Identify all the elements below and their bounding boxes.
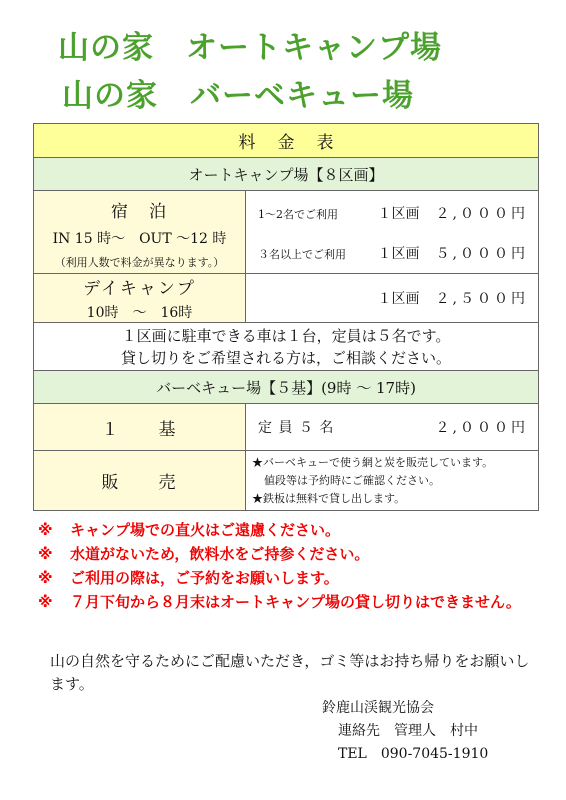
note-item <box>38 544 538 564</box>
contact-org: 鈴鹿山渓観光協会 <box>322 700 434 716</box>
bbq-one-unit-label: １ 基 <box>34 404 246 451</box>
daycamp-time: 10時 ～ 16時 <box>86 305 193 321</box>
parking-note-1: １区画に駐車できる車は１台，定員は５名です。 <box>121 326 451 345</box>
daycamp-cell <box>34 274 246 323</box>
stay-row1-price: ２,０００円 <box>435 206 528 222</box>
stay-row2-unit: １区画 <box>377 246 420 262</box>
contact-person: 連絡先 管理人 村中 <box>338 723 478 739</box>
stay-row2-price: ５,０００円 <box>435 246 528 262</box>
bbq-one-unit-price-cell <box>246 404 539 451</box>
bbq-price: ２,０００円 <box>435 420 528 436</box>
notes-list <box>38 520 538 616</box>
stay-time: IN 15 時～ OUT ～12 時 <box>52 230 227 247</box>
parking-note-cell <box>34 323 539 371</box>
note-text: ７月下旬から８月末はオートキャンプ場の貸し切りはできません。 <box>70 593 521 611</box>
daycamp-price-row <box>246 288 538 308</box>
note-text: 水道がないため，飲料水をご持参ください。 <box>70 545 370 563</box>
fee-table-header: 料金表 <box>34 124 539 158</box>
stay-price-row-1 <box>246 203 538 223</box>
daycamp-price-cell <box>246 274 539 323</box>
stay-note: （利用人数で料金が異なります。） <box>54 255 225 269</box>
bbq-one-unit-row <box>246 417 538 437</box>
sales-label: 販 売 <box>34 451 246 511</box>
stay-price-cell <box>246 191 539 274</box>
stay-row2-caption: ３名以上でご利用 <box>258 248 346 261</box>
title-autocamp: 山の家 オートキャンプ場 <box>58 30 442 66</box>
contact-tel: TEL 090-7045-1910 <box>338 746 489 762</box>
daycamp-price: ２,５００円 <box>435 291 528 307</box>
sales-line-2: 値段等は予約時にご確認ください。 <box>264 473 440 487</box>
note-item <box>38 592 538 612</box>
closing-message: 山の自然を守るためにご配慮いただき，ゴミ等はお持ち帰りをお願いします。 <box>50 652 530 693</box>
sales-line-3: ★鉄板は無料で貸し出します。 <box>252 491 406 505</box>
sales-line-1: ★バーベキューで使う網と炭を販売しています。 <box>252 455 494 469</box>
note-item <box>38 520 538 540</box>
daycamp-label: デイキャンプ <box>83 279 196 299</box>
stay-row1-caption: 1～2名でご利用 <box>258 208 338 221</box>
stay-price-row-2 <box>246 243 538 263</box>
contact-block <box>322 697 488 766</box>
fee-table <box>33 123 539 511</box>
note-mark: ※ <box>38 569 53 587</box>
stay-row1-unit: １区画 <box>377 206 420 222</box>
note-text: キャンプ場での直火はご遠慮ください。 <box>70 521 341 539</box>
note-mark: ※ <box>38 521 53 539</box>
stay-cell <box>34 191 246 274</box>
autocamp-section-header: オートキャンプ場【８区画】 <box>34 158 539 191</box>
note-mark: ※ <box>38 545 53 563</box>
parking-note-2: 貸し切りをご希望される方は，ご相談ください。 <box>120 348 451 367</box>
title-bbq: 山の家 バーベキュー場 <box>62 78 414 114</box>
daycamp-unit: １区画 <box>377 291 420 307</box>
stay-label: 宿 泊 <box>111 201 168 222</box>
bbq-section-header: バーベキュー場【５基】(9時 ～ 17時) <box>34 371 539 404</box>
note-text: ご利用の際は，ご予約をお願いします。 <box>70 569 339 587</box>
sales-info-cell <box>246 451 539 511</box>
note-item <box>38 568 538 588</box>
bbq-capacity: 定 員 ５ 名 <box>258 420 335 436</box>
note-mark: ※ <box>38 593 53 611</box>
